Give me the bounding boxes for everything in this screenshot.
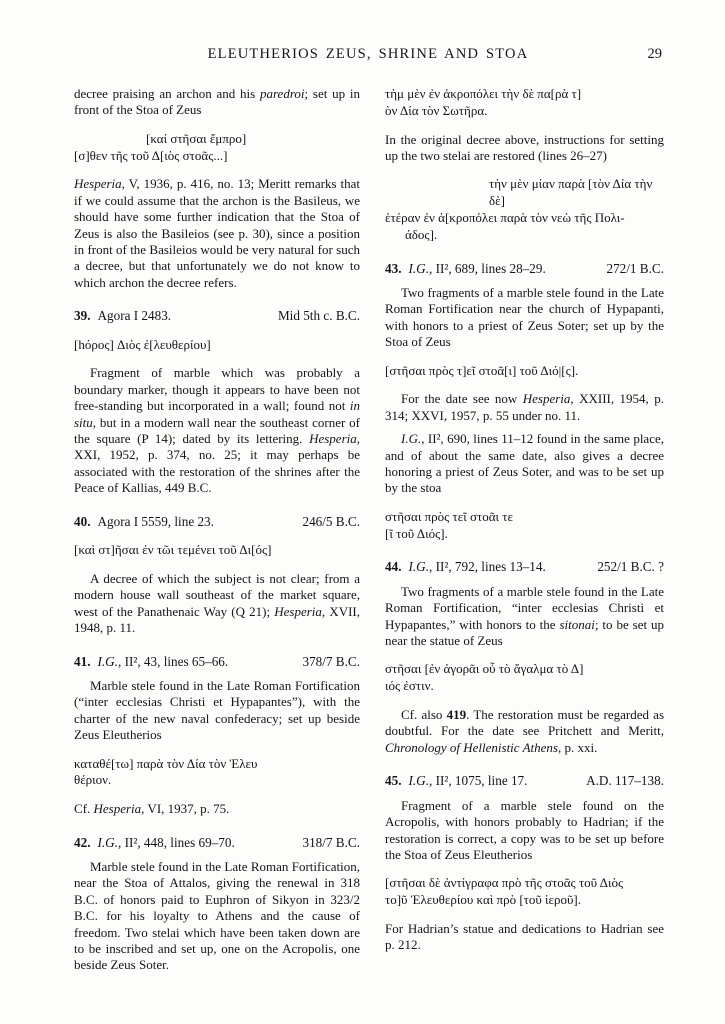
greek-line: [σ]θεν τῆς τοῦ Δ[ιὸς στοᾶς...]	[74, 147, 228, 163]
paragraph: Marble stele found in the Late Roman Fortification (“inter ecclesias Christi et Hypapantes”), with the charter of the new naval confederacy; set up beside Zeus Eleutherios	[74, 677, 360, 743]
text-column-right	[385, 86, 664, 961]
paragraph: Two fragments of a marble stele found in the Late Roman Fortification, “inter ecclesias Christi et Hypapantes,” with honors to the sitonai; to be set up near the statue of Zeus	[385, 583, 664, 649]
greek-inscription	[74, 756, 360, 790]
paragraph: In the original decree above, instructions for setting up the two stelai are restored (lines 26–27)	[385, 131, 664, 163]
greek-line: στῆσαι πρὸς τεῖ στοᾶι τε	[385, 508, 513, 524]
entry-reference: I.G., II², 792, lines 13–14.	[408, 559, 546, 575]
paragraph: decree praising an archon and his paredroi; set up in front of the Stoa of Zeus	[74, 86, 360, 118]
greek-inscription	[385, 875, 664, 909]
paragraph: Fragment of marble which was probably a boundary marker, though it appears to have been not free-standing but incorporated in a wall; found not in situ, but in a modern wall near the southeast corner of the square (P 14); dated by its lettering. Hesperia, XXI, 1952, p. 374, no. 25; it may perhaps be associated with the restoration of the shrines after the Peace of Kallias, 449 B.C.	[74, 365, 360, 496]
greek-inscription	[385, 509, 664, 543]
greek-inscription	[385, 661, 664, 695]
greek-line: ὸν Δία τὸν Σωτῆρα.	[385, 102, 488, 118]
entry-heading	[74, 308, 360, 324]
greek-line: [στῆσαι δὲ ἀντίγραφα πρὸ τῆς στοᾶς τοῦ Διὸς	[385, 875, 624, 891]
entry-date: Mid 5th c. B.C.	[277, 308, 360, 324]
greek-line: το]ῦ Ἐλευθερίου καὶ πρὸ [τοῦ ἱεροῦ].	[385, 892, 582, 908]
entry-reference: I.G., II², 689, lines 28–29.	[408, 260, 546, 276]
entry-number: 43.	[385, 260, 402, 276]
text-columns	[74, 86, 674, 981]
entry-number: 45.	[385, 773, 402, 789]
entry-reference: I.G., II², 448, lines 69–70.	[97, 834, 235, 850]
greek-inscription	[385, 86, 664, 120]
paragraph: Marble stele found in the Late Roman Fortification, near the Stoa of Attalos, giving the renewal in 318 B.C. of honors paid to Euphron of Sikyon in 323/2 B.C. for his loyalty to Athens and the cause of freedom. Two stelai which have been taken down are to be inscribed and set up, one on the Acropolis, one beside Zeus Soter.	[74, 858, 360, 973]
greek-line: τὴμ μὲν ἐν ἀκροπόλει τὴν δὲ πα[ρὰ τ]	[385, 86, 582, 101]
entry-number: 40.	[74, 513, 91, 529]
entry-heading	[385, 773, 664, 789]
entry-heading	[74, 835, 360, 851]
entry-number: 39.	[74, 308, 91, 324]
entry-heading	[74, 654, 360, 670]
greek-line: στῆσαι [ἐν ἀγορᾶι οὗ τὸ ἄγαλμα τὸ Δ]	[385, 661, 584, 677]
greek-line: ιός ἐστιν.	[385, 678, 434, 694]
greek-line: [ῖ τοῦ Διός].	[385, 525, 448, 541]
greek-line: άδος].	[405, 226, 438, 242]
paragraph: Cf. also 419. The restoration must be regarded as doubtful. For the date see Pritchett and Meritt, Chronology of Hellenistic Athens, p. xxi.	[385, 707, 664, 755]
page-number: 29	[647, 46, 662, 62]
paragraph: For Hadrian’s statue and dedications to Hadrian see p. 212.	[385, 920, 664, 953]
paragraph: I.G., II², 690, lines 11–12 found in the same place, and of about the same date, also gives a decree honoring a priest of Zeus Soter, and was to be set up by the stoa	[385, 431, 664, 496]
greek-inscription	[74, 337, 360, 354]
entry-date: 378/7 B.C.	[302, 653, 360, 669]
entry-date: 318/7 B.C.	[302, 834, 360, 850]
paragraph: Two fragments of a marble stele found in the Late Roman Fortification near the church of Hypapanti, with honors to a priest of Zeus Soter; set up by the Stoa of Zeus	[385, 285, 664, 350]
entry-date: 252/1 B.C. ?	[597, 559, 664, 575]
greek-line: θέριον.	[74, 772, 112, 788]
greek-inscription	[385, 363, 664, 380]
greek-line: καταθέ[τω] παρὰ τὸν Δία τὸν Ἐλευ	[74, 755, 258, 771]
entry-date: A.D. 117–138.	[586, 773, 664, 789]
entry-reference: Agora I 2483.	[97, 308, 172, 324]
entry-number: 42.	[74, 834, 91, 850]
paragraph: Cf. Hesperia, VI, 1937, p. 75.	[74, 801, 230, 817]
greek-inscription	[385, 176, 664, 243]
page-header	[74, 46, 674, 64]
greek-line: [hόρος] Διὸς ἐ[λευθερίου]	[74, 336, 211, 352]
entry-reference: I.G., II², 43, lines 65–66.	[97, 653, 229, 669]
greek-line: ἑτέραν ἐν ἀ[κροπόλει παρὰ τὸν νεὼ τῆς Πολι-	[385, 210, 625, 225]
entry-heading	[74, 514, 360, 530]
entry-number: 41.	[74, 653, 91, 669]
paragraph: For the date see now Hesperia, XXIII, 1954, p. 314; XXVI, 1957, p. 55 under no. 11.	[385, 391, 664, 423]
entry-heading	[385, 261, 664, 277]
entry-date: 246/5 B.C.	[302, 513, 360, 529]
paragraph: Fragment of a marble stele found on the Acropolis, with honors probably to Hadrian; if the restoration is correct, a copy was to be set up before the Stoa of Zeus Eleutherios	[385, 797, 664, 862]
entry-heading	[385, 559, 664, 575]
paragraph: A decree of which the subject is not clear; from a modern house wall southeast of the market square, west of the Panathenaic Way (Q 21); Hesperia, XVII, 1948, p. 11.	[74, 570, 360, 636]
text-column-left	[74, 86, 360, 981]
entry-reference: Agora I 5559, line 23.	[97, 513, 214, 529]
entry-reference: I.G., II², 1075, line 17.	[408, 773, 528, 789]
greek-inscription	[74, 131, 360, 165]
greek-inscription	[74, 542, 360, 559]
greek-line: [καὶ στ]ῆσαι ἐν τῶι τεμένει τοῦ Δι[ός]	[74, 542, 272, 558]
entry-number: 44.	[385, 559, 402, 575]
entry-date: 272/1 B.C.	[606, 260, 664, 276]
greek-line: [καί στῆσαι ἔμπρο]	[146, 130, 247, 146]
greek-line: τὴν μὲν μίαν παρὰ [τὸν Δία τὴν δὲ]	[489, 176, 653, 209]
page-title: ELEUTHERIOS ZEUS, SHRINE AND STOA	[207, 46, 529, 62]
paragraph: Hesperia, V, 1936, p. 416, no. 13; Meritt remarks that if we could assume that the archon is the Basileus, we should have some further indication that the Stoa of Zeus is also the Basileios (see p. 30), since a position in front of the Basileios would be very natural for such a decree, but that unfortunately we do not know to which archon the decree refers.	[74, 176, 360, 290]
greek-line: [στῆσαι πρὸς τ]εῖ στοᾶ[ι] τοῦ Διό|[ς].	[385, 362, 579, 378]
